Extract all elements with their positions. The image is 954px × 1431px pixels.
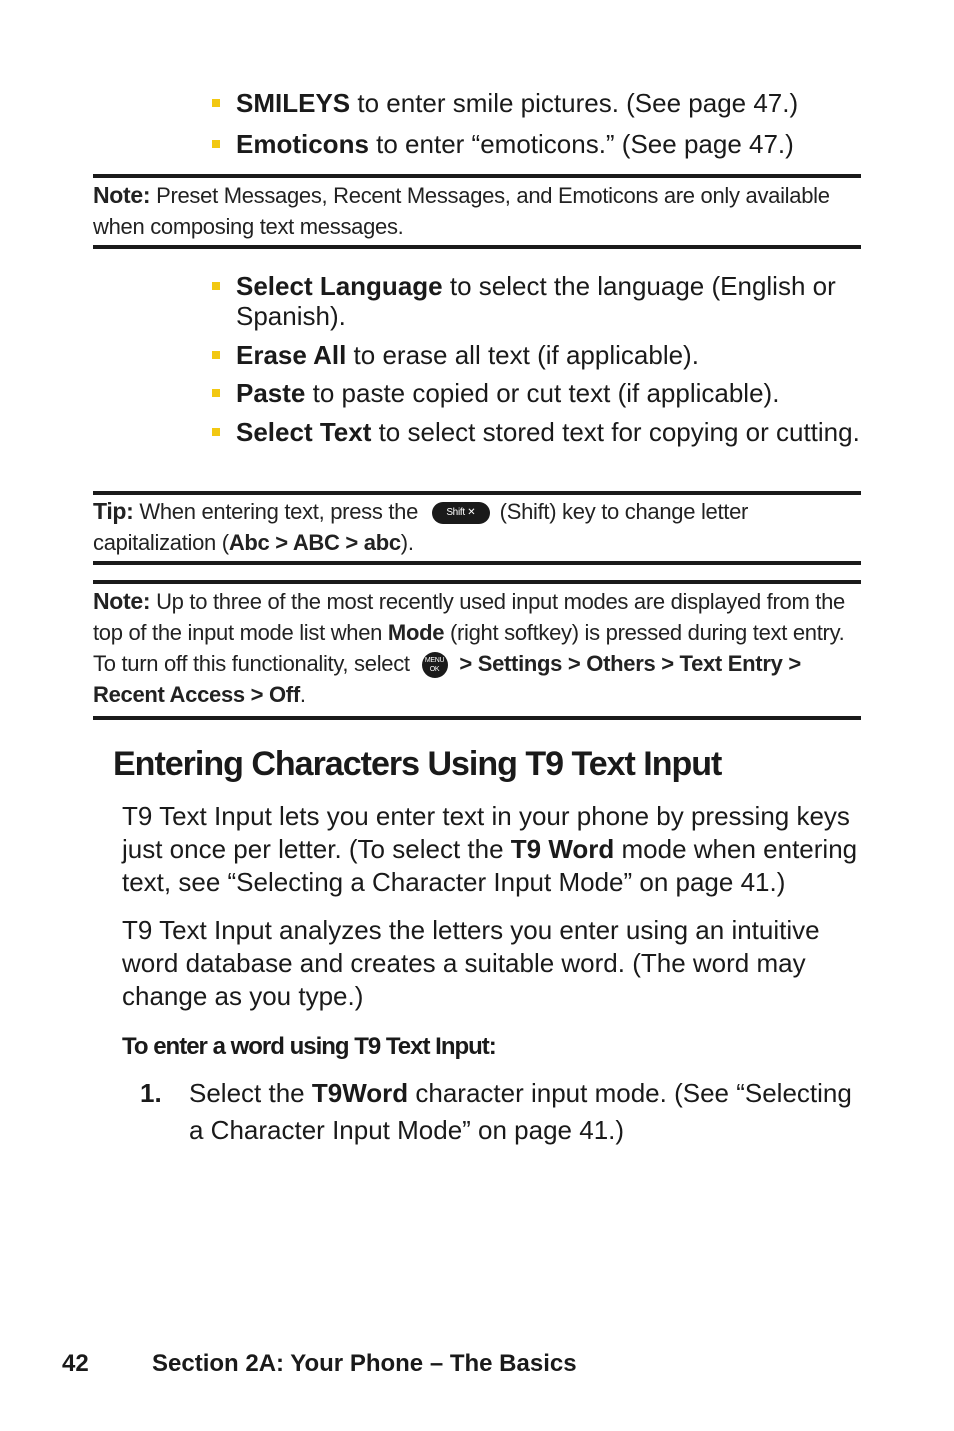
menu-term: Select Language — [236, 271, 443, 301]
bullet-square-icon — [212, 351, 220, 359]
note2-top-rule — [93, 580, 861, 584]
tip-top-rule — [93, 491, 861, 495]
menu-term: Erase All — [236, 340, 347, 370]
capitalization-path: Abc > ABC > abc — [228, 530, 401, 555]
note-top-rule — [93, 174, 861, 178]
menu-term: Paste — [236, 378, 306, 408]
tip-box — [93, 496, 861, 558]
tip-text: (Shift) key to change letter capitalization ( — [93, 499, 749, 555]
section-footer-label: Section 2A: Your Phone – The Basics — [152, 1350, 577, 1377]
step-number: 1. — [140, 1078, 162, 1108]
tip-bottom-rule — [93, 561, 861, 565]
list-item — [210, 271, 860, 331]
list-item — [210, 378, 860, 408]
item-description: to select the language (English or Spanish). — [236, 271, 836, 331]
item-description: to enter “emoticons.” (See page 47.) — [368, 129, 794, 159]
settings-path: > Settings > Others > Text Entry > Recent Access > Off — [93, 651, 801, 707]
bullet-square-icon — [212, 140, 220, 148]
note-label: Note: — [93, 182, 151, 208]
section-heading: Entering Characters Using T9 Text Input — [113, 745, 722, 783]
item-description: to paste copied or cut text (if applicable). — [305, 378, 780, 408]
paragraph-intro — [122, 800, 862, 899]
menu-term: SMILEYS — [236, 88, 351, 118]
note2-bottom-rule — [93, 716, 861, 720]
note-text: Up to three of the most recently used input modes are displayed from the top of the input mode list when — [93, 589, 845, 645]
note-text: . — [299, 682, 306, 707]
note-text: (right softkey) is pressed during text entry. To turn off this functionality, select — [93, 620, 845, 676]
tip-text: ). — [400, 530, 414, 555]
t9-word-term: T9 Word — [510, 834, 615, 864]
list-item — [210, 340, 860, 370]
mid-bullet-list — [210, 271, 860, 447]
list-item — [210, 417, 860, 447]
tip-label: Tip: — [93, 498, 134, 524]
step-text — [189, 1075, 869, 1149]
note-bottom-rule — [93, 245, 861, 249]
list-item — [210, 88, 860, 118]
bullet-square-icon — [212, 282, 220, 290]
menu-term: Select Text — [236, 417, 372, 447]
shift-key-icon: Shift ✕ — [432, 502, 490, 524]
bullet-square-icon — [212, 99, 220, 107]
note-text: Preset Messages, Recent Messages, and Emoticons are only available when composing text messages. — [93, 183, 830, 239]
item-description: to select stored text for copying or cutting. — [371, 417, 860, 447]
note-recent-modes — [93, 586, 861, 710]
item-description: to erase all text (if applicable). — [346, 340, 699, 370]
menu-term: Emoticons — [236, 129, 369, 159]
note-preset-messages — [93, 180, 861, 242]
paragraph-text: T9 Text Input lets you enter text in your phone by pressing keys just once per letter. (To select the — [122, 801, 850, 864]
paragraph-text: mode when entering text, see “Selecting a Character Input Mode” on page 41.) — [122, 834, 858, 897]
note-label: Note: — [93, 588, 151, 614]
step-content: character input mode. (See “Selecting a Character Input Mode” on page 41.) — [189, 1078, 852, 1145]
paragraph-analyzes: T9 Text Input analyzes the letters you enter using an intuitive word database and creates a suitable word. (The word may change as you type.) — [122, 915, 820, 1011]
list-item — [210, 129, 860, 159]
bullet-square-icon — [212, 428, 220, 436]
tip-text: When entering text, press the — [133, 499, 424, 524]
item-description: to enter smile pictures. (See page 47.) — [350, 88, 799, 118]
mode-softkey-label: Mode — [387, 620, 445, 645]
bullet-square-icon — [212, 389, 220, 397]
menu-ok-key-icon: MENU OK — [422, 652, 448, 678]
step-content: Select the — [189, 1078, 312, 1108]
top-bullet-list — [210, 88, 860, 159]
t9word-term: T9Word — [311, 1078, 409, 1108]
page-number: 42 — [62, 1350, 89, 1377]
procedure-subheading: To enter a word using T9 Text Input: — [122, 1033, 496, 1060]
